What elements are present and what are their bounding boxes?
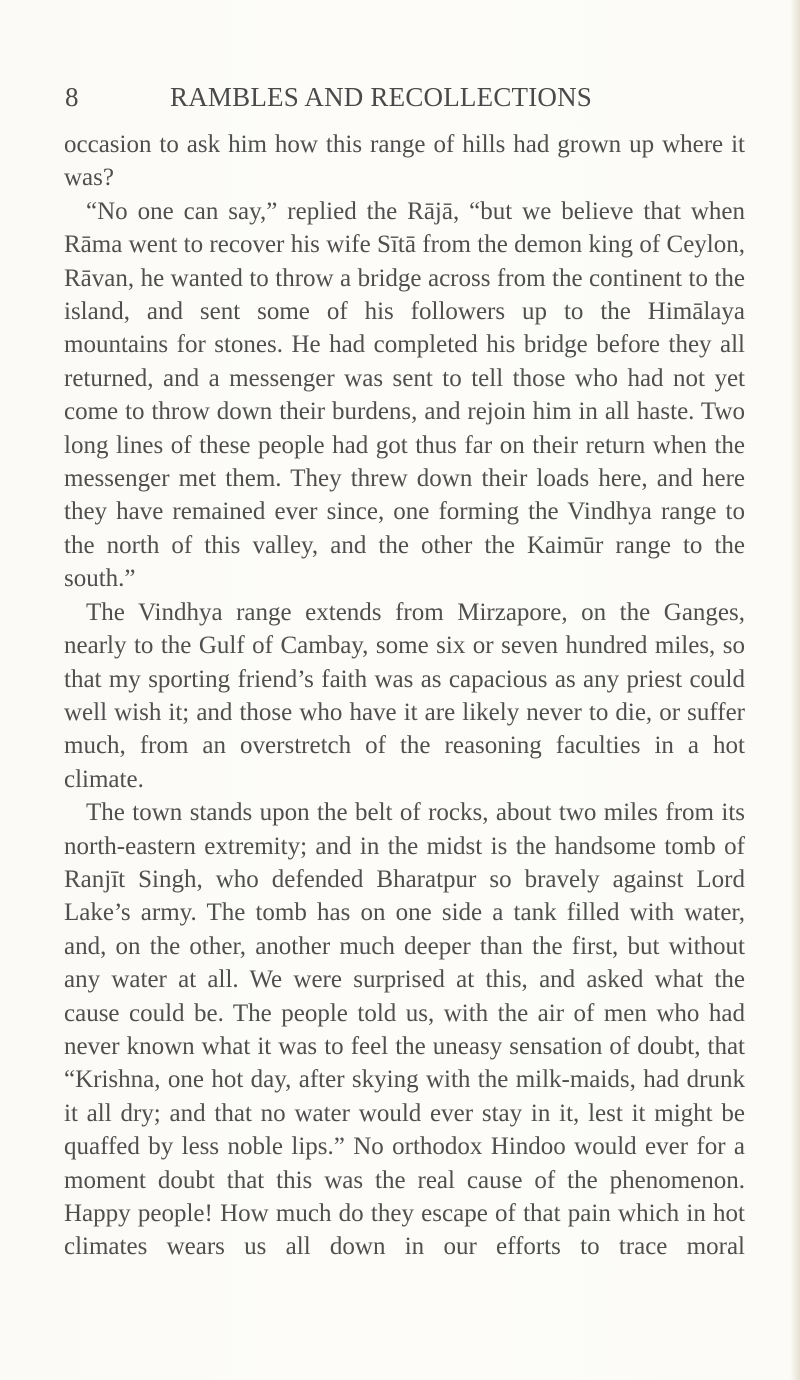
page-number: 8: [65, 82, 79, 112]
page-edge-shading: [790, 0, 800, 1380]
paragraph-raja-reply: “No one can say,” replied the Rājā, “but we believe that when Rāma went to recover his wife Sītā from the demon king of Ceylon, Rāvan, he wanted to throw a bridge across from the continent to the island, and sent some of his followers up to the Himālaya mountains for stones. He had completed his bridge before they all returned, and a messenger was sent to tell those who had not yet come to throw down their burdens, and rejoin him in all haste. Two long lines of these people had got thus far on their return when the messenger met them. They threw down their loads here, and here they have remained ever since, one forming the Vindhya range to the north of this valley, and the other the Kaimūr range to the south.”: [64, 197, 745, 593]
paragraph-continuation: occasion to ask him how this range of hills had grown up where it was?: [64, 131, 745, 192]
page-header: [0, 82, 800, 122]
paragraph-ranjit-tomb: The town stands upon the belt of rocks, about two miles from its north-eastern extremity; and in the midst is the handsome tomb of Ranjīt Singh, who defended Bharatpur so bravely against Lord Lake’s army. The tomb has on one side a tank filled with water, and, on the other, another much deeper than the first, but without any water at all. We were surprised at this, and asked what the cause could be. The people told us, with the air of men who had never known what it was to feel the uneasy sensation of doubt, that “Krishna, one hot day, after skying with the milk-maids, had drunk it all dry; and that no water would ever stay in it, lest it might be quaffed by less noble lips.” No orthodox Hindoo would ever for a moment doubt that this was the real cause of the phenomenon. Happy people! How much do they escape of that pain which in hot climates wears us all down in our efforts to trace moral: [64, 799, 745, 1261]
paragraph-vindhya-range: The Vindhya range extends from Mirzapore, on the Ganges, nearly to the Gulf of Cambay, some six or seven hundred miles, so that my sporting friend’s faith was as capacious as any priest could well wish it; and those who have it are likely never to die, or suffer much, from an overstretch of the reasoning faculties in a hot climate.: [64, 598, 745, 793]
body-text: [64, 128, 745, 1264]
running-title: RAMBLES AND RECOLLECTIONS: [170, 82, 593, 112]
